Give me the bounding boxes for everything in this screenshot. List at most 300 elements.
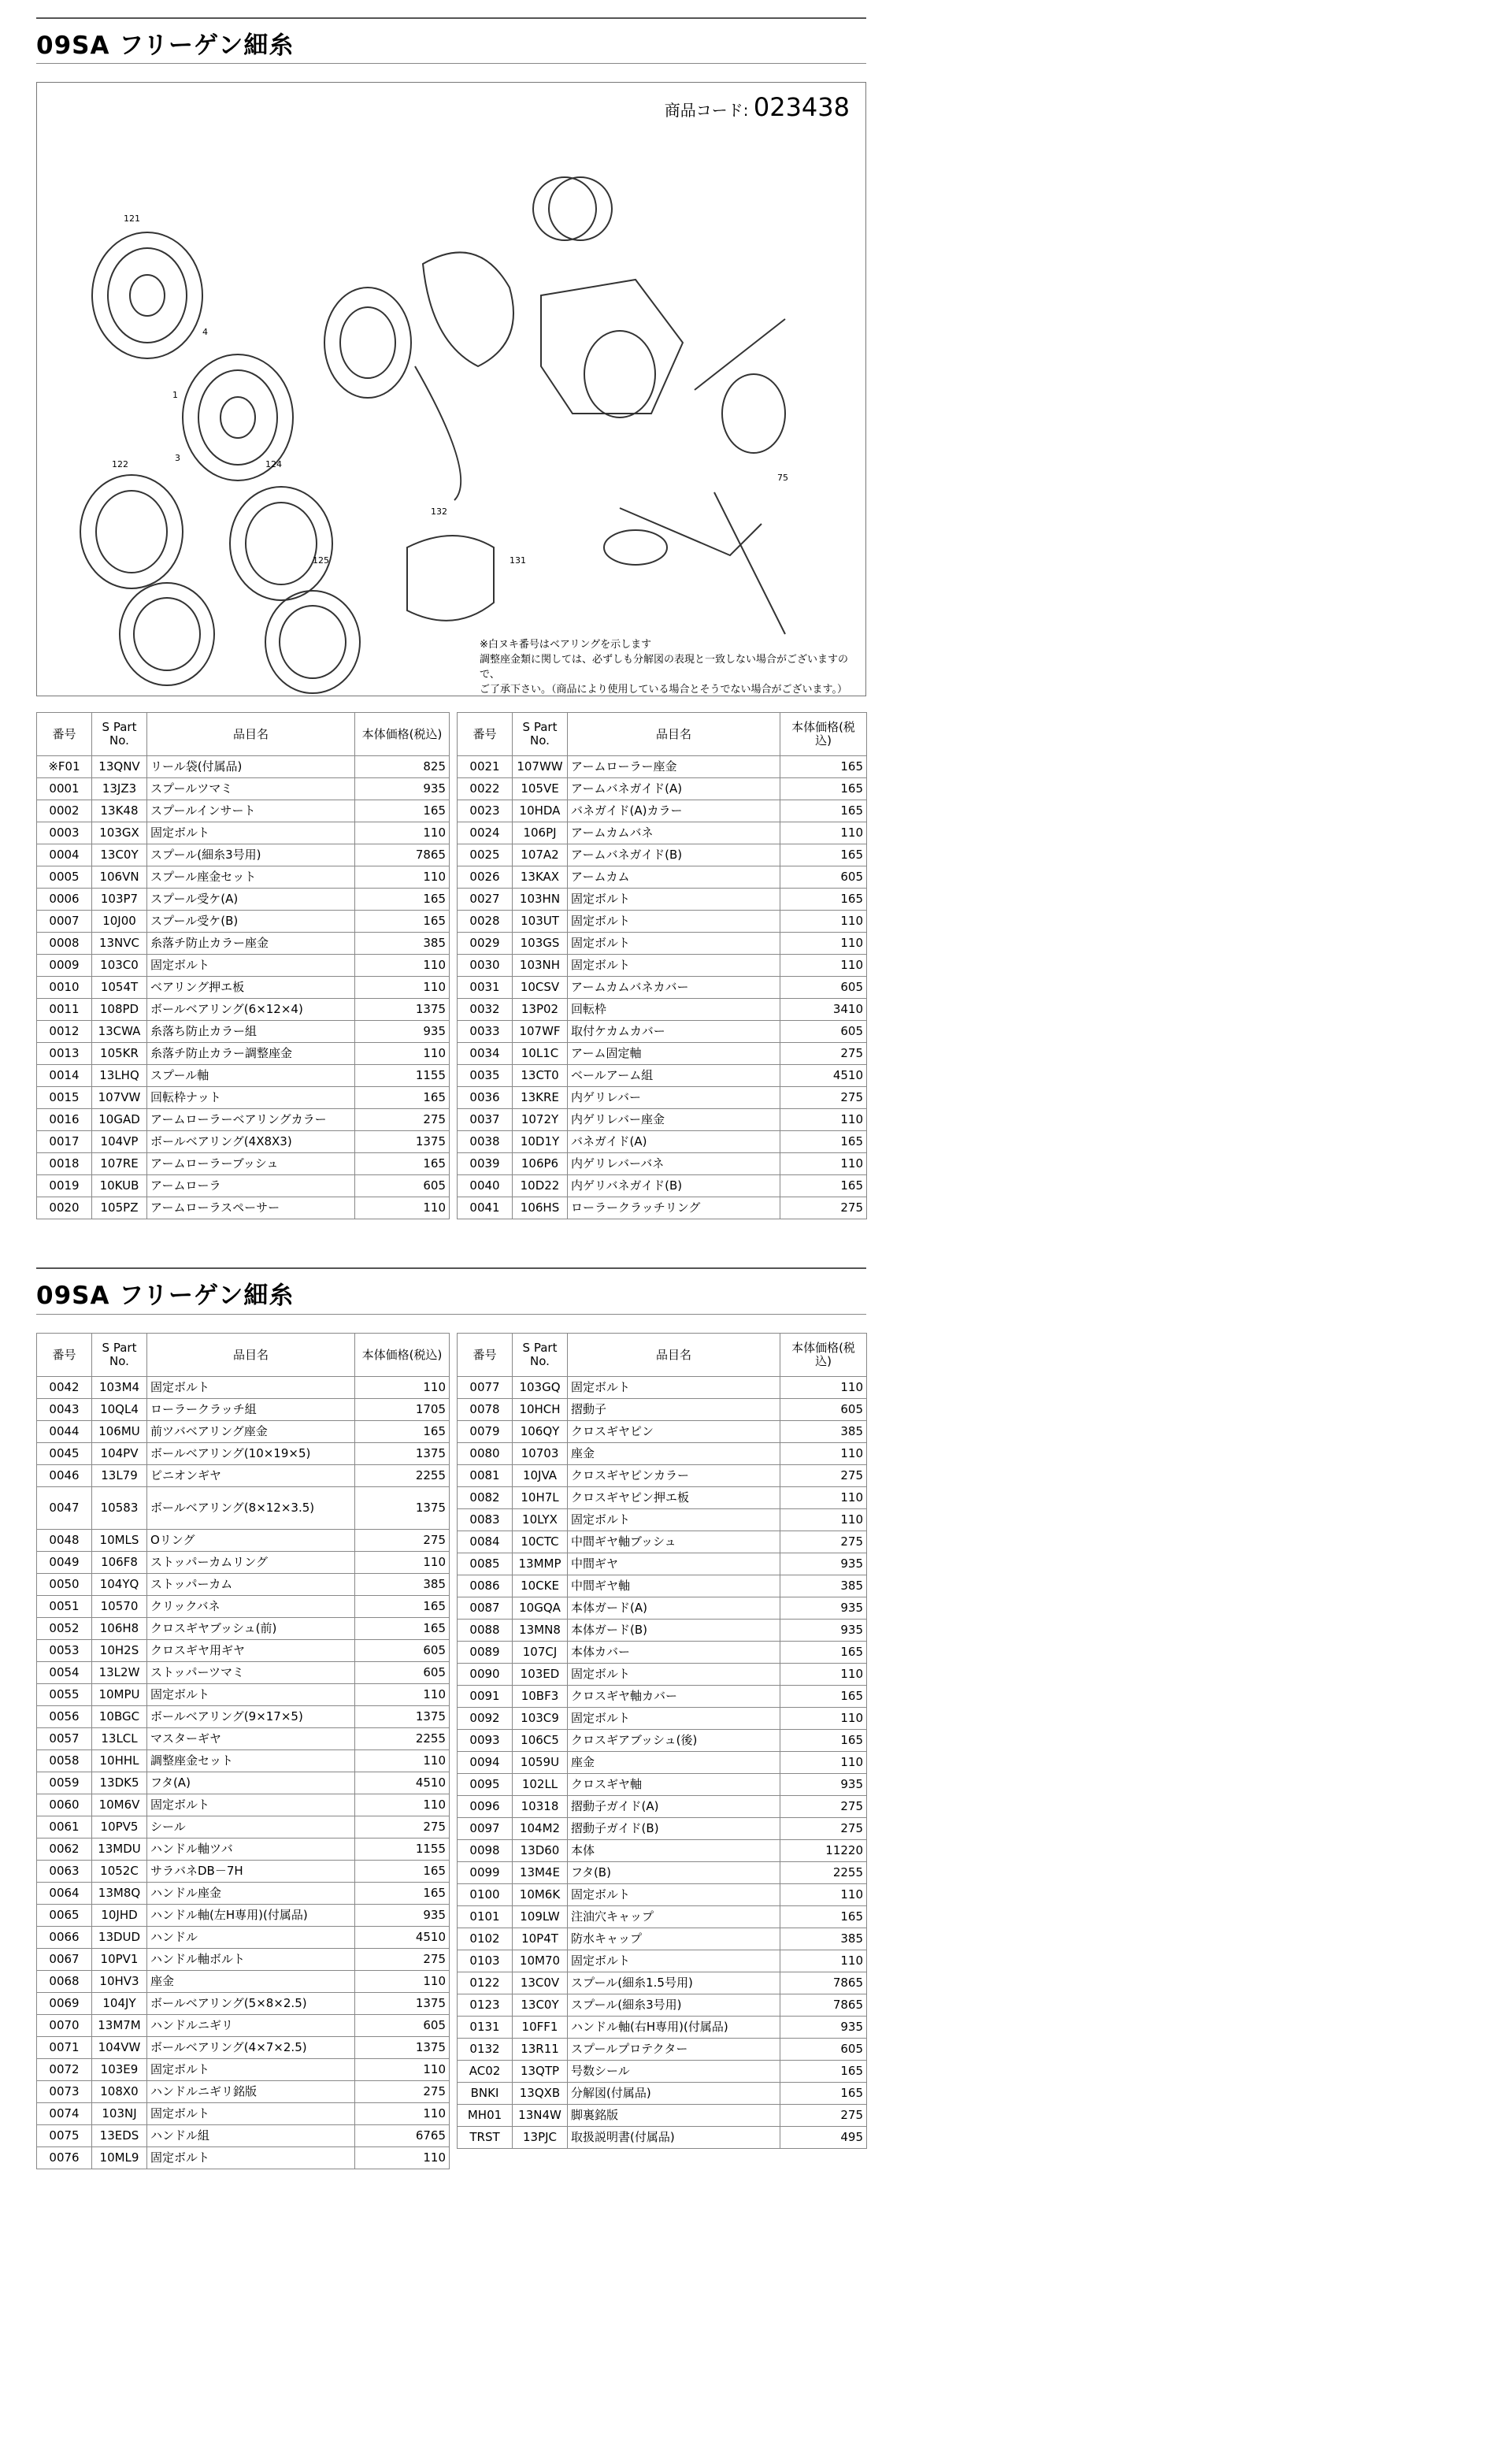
- row-item-name: ボールベアリング(4X8X3): [147, 1131, 355, 1153]
- row-number: 0025: [458, 844, 513, 866]
- row-part-no: 13M8Q: [92, 1883, 147, 1905]
- row-number: 0011: [37, 999, 92, 1021]
- callout-125: 125: [313, 555, 329, 566]
- row-number: 0059: [37, 1772, 92, 1794]
- row-price: 110: [355, 1684, 450, 1706]
- row-part-no: 10HV3: [92, 1971, 147, 1993]
- row-item-name: ベアリング押エ板: [147, 977, 355, 999]
- parts-illustration: [37, 83, 864, 694]
- row-part-no: 10CSV: [513, 977, 568, 999]
- row-number: 0082: [458, 1487, 513, 1509]
- row-item-name: ローラークラッチリング: [568, 1197, 780, 1219]
- row-price: 1375: [355, 2037, 450, 2059]
- row-part-no: 10BF3: [513, 1686, 568, 1708]
- row-item-name: 取付ケカムカバー: [568, 1021, 780, 1043]
- row-price: 165: [780, 844, 867, 866]
- row-item-name: 固定ボルト: [568, 1708, 780, 1730]
- table-row: [458, 2039, 867, 2061]
- row-price: 110: [355, 1794, 450, 1816]
- row-number: 0081: [458, 1465, 513, 1487]
- col-header-name: 品目名: [568, 1334, 780, 1377]
- row-price: 275: [780, 2105, 867, 2127]
- row-part-no: 13KRE: [513, 1087, 568, 1109]
- table-row: [458, 999, 867, 1021]
- row-price: 2255: [355, 1465, 450, 1487]
- row-price: 165: [780, 1906, 867, 1928]
- row-part-no: 13K48: [92, 800, 147, 822]
- table-row: [458, 2017, 867, 2039]
- row-price: 1375: [355, 1993, 450, 2015]
- row-part-no: 13PJC: [513, 2127, 568, 2149]
- table-row: [37, 2059, 450, 2081]
- row-part-no: 104PV: [92, 1443, 147, 1465]
- row-part-no: 10P4T: [513, 1928, 568, 1950]
- table-row: [37, 1197, 450, 1219]
- table-row: [37, 1750, 450, 1772]
- row-price: 275: [780, 1087, 867, 1109]
- row-number: 0122: [458, 1972, 513, 1994]
- row-part-no: 10HHL: [92, 1750, 147, 1772]
- row-part-no: 13M7M: [92, 2015, 147, 2037]
- row-number: 0018: [37, 1153, 92, 1175]
- row-price: 110: [355, 1197, 450, 1219]
- row-item-name: クロスギヤピンカラー: [568, 1465, 780, 1487]
- table-row: [37, 1618, 450, 1640]
- row-price: 165: [355, 911, 450, 933]
- row-part-no: 106VN: [92, 866, 147, 889]
- row-number: 0095: [458, 1774, 513, 1796]
- row-number: 0032: [458, 999, 513, 1021]
- row-price: 935: [355, 1905, 450, 1927]
- row-part-no: 13CT0: [513, 1065, 568, 1087]
- row-price: 6765: [355, 2125, 450, 2147]
- row-number: 0034: [458, 1043, 513, 1065]
- row-item-name: フタ(B): [568, 1862, 780, 1884]
- table-row: [458, 1818, 867, 1840]
- row-number: 0103: [458, 1950, 513, 1972]
- row-item-name: 中間ギヤ: [568, 1553, 780, 1575]
- table-row: [458, 1399, 867, 1421]
- table-row: [458, 1465, 867, 1487]
- table-row: [37, 1443, 450, 1465]
- row-part-no: 104JY: [92, 1993, 147, 2015]
- row-part-no: 103GS: [513, 933, 568, 955]
- row-price: 110: [780, 1752, 867, 1774]
- row-part-no: 13MN8: [513, 1620, 568, 1642]
- table-row: [37, 1065, 450, 1087]
- row-price: 165: [780, 2061, 867, 2083]
- table-row: [458, 1906, 867, 1928]
- table-row: [37, 1839, 450, 1861]
- table-row: [37, 1640, 450, 1662]
- row-item-name: ストッパーカム: [147, 1574, 355, 1596]
- row-item-name: リール袋(付属品): [147, 756, 355, 778]
- row-item-name: 座金: [147, 1971, 355, 1993]
- row-number: 0061: [37, 1816, 92, 1839]
- row-item-name: シール: [147, 1816, 355, 1839]
- row-price: 7865: [355, 844, 450, 866]
- row-price: 385: [355, 1574, 450, 1596]
- table-row: [458, 1021, 867, 1043]
- row-number: 0097: [458, 1818, 513, 1840]
- row-item-name: 中間ギヤ軸: [568, 1575, 780, 1597]
- row-item-name: ボールベアリング(6×12×4): [147, 999, 355, 1021]
- row-part-no: 10MPU: [92, 1684, 147, 1706]
- row-item-name: スプールプロテクター: [568, 2039, 780, 2061]
- table-row: [458, 1087, 867, 1109]
- row-item-name: ボールベアリング(4×7×2.5): [147, 2037, 355, 2059]
- row-part-no: 107A2: [513, 844, 568, 866]
- row-item-name: マスターギヤ: [147, 1728, 355, 1750]
- row-price: 1375: [355, 1487, 450, 1530]
- row-item-name: アームカムバネカバー: [568, 977, 780, 999]
- row-price: 110: [780, 1509, 867, 1531]
- row-part-no: 10CKE: [513, 1575, 568, 1597]
- row-number: 0022: [458, 778, 513, 800]
- row-item-name: 固定ボルト: [568, 1509, 780, 1531]
- col-header-part: S Part No.: [92, 713, 147, 756]
- row-item-name: ハンドルニギリ: [147, 2015, 355, 2037]
- row-item-name: 本体ガード(B): [568, 1620, 780, 1642]
- row-number: 0045: [37, 1443, 92, 1465]
- row-number: 0031: [458, 977, 513, 999]
- row-item-name: 糸落ち防止カラー組: [147, 1021, 355, 1043]
- row-number: 0084: [458, 1531, 513, 1553]
- row-item-name: スプール受ケ(B): [147, 911, 355, 933]
- row-part-no: 13C0Y: [92, 844, 147, 866]
- row-number: 0051: [37, 1596, 92, 1618]
- row-number: 0086: [458, 1575, 513, 1597]
- row-price: 275: [780, 1531, 867, 1553]
- row-part-no: 13LCL: [92, 1728, 147, 1750]
- row-item-name: クロスギヤ軸: [568, 1774, 780, 1796]
- row-part-no: 13D60: [513, 1840, 568, 1862]
- row-number: 0003: [37, 822, 92, 844]
- row-item-name: アームカム: [568, 866, 780, 889]
- row-number: 0020: [37, 1197, 92, 1219]
- row-item-name: ハンドル軸ボルト: [147, 1949, 355, 1971]
- row-price: 165: [355, 1883, 450, 1905]
- row-number: 0070: [37, 2015, 92, 2037]
- row-item-name: クリックバネ: [147, 1596, 355, 1618]
- table-row: [458, 1796, 867, 1818]
- row-part-no: 1072Y: [513, 1109, 568, 1131]
- row-item-name: 固定ボルト: [568, 911, 780, 933]
- row-part-no: 13JZ3: [92, 778, 147, 800]
- row-item-name: 本体ガード(A): [568, 1597, 780, 1620]
- table-row: [37, 2037, 450, 2059]
- row-price: 110: [780, 1377, 867, 1399]
- row-price: 165: [780, 2083, 867, 2105]
- row-part-no: 13R11: [513, 2039, 568, 2061]
- row-price: 110: [355, 1971, 450, 1993]
- row-price: 110: [355, 1750, 450, 1772]
- row-number: 0072: [37, 2059, 92, 2081]
- row-item-name: サラバネDB－7H: [147, 1861, 355, 1883]
- row-item-name: 中間ギヤ軸ブッシュ: [568, 1531, 780, 1553]
- row-part-no: 105VE: [513, 778, 568, 800]
- row-number: 0056: [37, 1706, 92, 1728]
- row-number: 0053: [37, 1640, 92, 1662]
- exploded-diagram: [36, 82, 866, 696]
- table-row: [458, 2061, 867, 2083]
- row-part-no: 13C0V: [513, 1972, 568, 1994]
- row-part-no: 13L79: [92, 1465, 147, 1487]
- table-row: [458, 1575, 867, 1597]
- row-part-no: 105KR: [92, 1043, 147, 1065]
- row-number: 0028: [458, 911, 513, 933]
- col-header-no: 番号: [458, 1334, 513, 1377]
- row-price: 935: [780, 2017, 867, 2039]
- table-row: [458, 1487, 867, 1509]
- row-number: 0085: [458, 1553, 513, 1575]
- row-part-no: 10H7L: [513, 1487, 568, 1509]
- table-row: [37, 800, 450, 822]
- table-row: [37, 822, 450, 844]
- row-number: 0027: [458, 889, 513, 911]
- row-price: 4510: [355, 1772, 450, 1794]
- callout-132: 132: [431, 506, 447, 517]
- table-row: [458, 1642, 867, 1664]
- row-part-no: 10D1Y: [513, 1131, 568, 1153]
- table-row: [458, 1862, 867, 1884]
- table-row: [458, 1664, 867, 1686]
- row-part-no: 13DUD: [92, 1927, 147, 1949]
- row-item-name: アームバネガイド(A): [568, 778, 780, 800]
- row-part-no: 103UT: [513, 911, 568, 933]
- table-row: [37, 1706, 450, 1728]
- table-row: [37, 1087, 450, 1109]
- row-number: 0092: [458, 1708, 513, 1730]
- legend-line: ※白ヌキ番号はベアリングを示します: [480, 639, 652, 651]
- table-row: [458, 1950, 867, 1972]
- row-part-no: 13EDS: [92, 2125, 147, 2147]
- row-price: 110: [780, 1443, 867, 1465]
- row-number: 0099: [458, 1862, 513, 1884]
- table-row: [37, 1421, 450, 1443]
- row-number: 0064: [37, 1883, 92, 1905]
- row-price: 275: [355, 1530, 450, 1552]
- row-number: 0058: [37, 1750, 92, 1772]
- table-row: [458, 1131, 867, 1153]
- row-number: 0006: [37, 889, 92, 911]
- col-header-price: 本体価格(税込): [355, 1334, 450, 1377]
- table-row: [37, 1175, 450, 1197]
- row-item-name: クロスギヤピン: [568, 1421, 780, 1443]
- row-part-no: 10QL4: [92, 1399, 147, 1421]
- table-row: [458, 1686, 867, 1708]
- row-item-name: ハンドル軸ツバ: [147, 1839, 355, 1861]
- row-price: 165: [355, 889, 450, 911]
- table-row: [37, 1927, 450, 1949]
- row-item-name: 摺動子: [568, 1399, 780, 1421]
- row-item-name: クロスギヤ用ギヤ: [147, 1640, 355, 1662]
- row-part-no: 13N4W: [513, 2105, 568, 2127]
- row-part-no: 10J00: [92, 911, 147, 933]
- row-part-no: 108X0: [92, 2081, 147, 2103]
- row-item-name: スプール(細糸1.5号用): [568, 1972, 780, 1994]
- row-price: 165: [355, 1861, 450, 1883]
- table-row: [37, 2125, 450, 2147]
- col-header-part: S Part No.: [513, 713, 568, 756]
- row-item-name: ハンドル: [147, 1927, 355, 1949]
- row-part-no: 107RE: [92, 1153, 147, 1175]
- table-row: [37, 778, 450, 800]
- col-header-price: 本体価格(税込): [355, 713, 450, 756]
- row-price: 275: [355, 1816, 450, 1839]
- row-part-no: 10KUB: [92, 1175, 147, 1197]
- table-row: [458, 1197, 867, 1219]
- table-row: [458, 2105, 867, 2127]
- row-price: 275: [780, 1465, 867, 1487]
- row-price: 110: [780, 1884, 867, 1906]
- row-number: 0030: [458, 955, 513, 977]
- row-item-name: 防水キャップ: [568, 1928, 780, 1950]
- row-number: 0078: [458, 1399, 513, 1421]
- row-number: 0001: [37, 778, 92, 800]
- col-header-name: 品目名: [568, 713, 780, 756]
- table-row: [37, 2081, 450, 2103]
- table-row: [37, 1131, 450, 1153]
- row-item-name: スプール受ケ(A): [147, 889, 355, 911]
- row-number: 0007: [37, 911, 92, 933]
- table-row: [37, 2015, 450, 2037]
- col-header-part: S Part No.: [92, 1334, 147, 1377]
- row-part-no: 107WW: [513, 756, 568, 778]
- row-part-no: 10HDA: [513, 800, 568, 822]
- row-price: 165: [780, 1175, 867, 1197]
- row-number: 0013: [37, 1043, 92, 1065]
- table-row: [458, 800, 867, 822]
- row-price: 275: [780, 1043, 867, 1065]
- table-row: [37, 1662, 450, 1684]
- table-row: [37, 1949, 450, 1971]
- table-row: [37, 999, 450, 1021]
- row-part-no: 103C9: [513, 1708, 568, 1730]
- row-part-no: 10MLS: [92, 1530, 147, 1552]
- row-price: 605: [780, 977, 867, 999]
- row-number: 0046: [37, 1465, 92, 1487]
- row-part-no: 13CWA: [92, 1021, 147, 1043]
- table-row: [458, 977, 867, 999]
- table-row: [37, 1905, 450, 1927]
- row-part-no: 103C0: [92, 955, 147, 977]
- row-price: 275: [780, 1796, 867, 1818]
- table-row: [458, 1774, 867, 1796]
- row-number: 0101: [458, 1906, 513, 1928]
- row-item-name: 摺動子ガイド(A): [568, 1796, 780, 1818]
- row-price: 110: [355, 866, 450, 889]
- row-part-no: 10GQA: [513, 1597, 568, 1620]
- table-row: [458, 778, 867, 800]
- row-item-name: 固定ボルト: [147, 2103, 355, 2125]
- table-row: [458, 1928, 867, 1950]
- page2-top-rule: [36, 1267, 866, 1269]
- row-item-name: クロスギヤ軸カバー: [568, 1686, 780, 1708]
- row-part-no: 106QY: [513, 1421, 568, 1443]
- row-price: 1375: [355, 1443, 450, 1465]
- row-number: 0014: [37, 1065, 92, 1087]
- row-number: 0087: [458, 1597, 513, 1620]
- row-part-no: 13NVC: [92, 933, 147, 955]
- row-price: 935: [780, 1597, 867, 1620]
- row-item-name: アームローラ: [147, 1175, 355, 1197]
- table-row: [458, 1421, 867, 1443]
- row-price: 165: [780, 756, 867, 778]
- row-item-name: 固定ボルト: [568, 1664, 780, 1686]
- table-row: [458, 1752, 867, 1774]
- table-row: [37, 1816, 450, 1839]
- col-header-price: 本体価格(税込): [780, 713, 867, 756]
- row-part-no: 10PV5: [92, 1816, 147, 1839]
- row-number: 0083: [458, 1509, 513, 1531]
- table-row: [37, 844, 450, 866]
- row-price: 110: [355, 977, 450, 999]
- table-row: [37, 1021, 450, 1043]
- table-row: [458, 2127, 867, 2149]
- row-part-no: 10PV1: [92, 1949, 147, 1971]
- table-row: [458, 1509, 867, 1531]
- row-item-name: ボールベアリング(9×17×5): [147, 1706, 355, 1728]
- row-price: 7865: [780, 1972, 867, 1994]
- callout-122: 122: [112, 459, 128, 469]
- row-item-name: 固定ボルト: [568, 933, 780, 955]
- callout-124: 124: [265, 459, 282, 469]
- row-price: 275: [355, 1109, 450, 1131]
- row-item-name: 取扱説明書(付属品): [568, 2127, 780, 2149]
- row-price: 605: [780, 866, 867, 889]
- row-number: 0012: [37, 1021, 92, 1043]
- row-number: 0098: [458, 1840, 513, 1862]
- table-row: [37, 1043, 450, 1065]
- row-part-no: 10BGC: [92, 1706, 147, 1728]
- row-part-no: 13L2W: [92, 1662, 147, 1684]
- row-number: 0040: [458, 1175, 513, 1197]
- row-part-no: 107CJ: [513, 1642, 568, 1664]
- table-row: [37, 955, 450, 977]
- table-row: [458, 844, 867, 866]
- row-price: 165: [780, 1642, 867, 1664]
- table-row: [37, 977, 450, 999]
- row-price: 605: [780, 2039, 867, 2061]
- table-row: [458, 1175, 867, 1197]
- row-item-name: ハンドル軸(右H専用)(付属品): [568, 2017, 780, 2039]
- row-part-no: 104YQ: [92, 1574, 147, 1596]
- row-number: 0069: [37, 1993, 92, 2015]
- row-number: 0080: [458, 1443, 513, 1465]
- row-price: 1155: [355, 1839, 450, 1861]
- row-price: 110: [355, 1377, 450, 1399]
- row-item-name: 固定ボルト: [147, 2147, 355, 2169]
- row-price: 11220: [780, 1840, 867, 1862]
- table-row: [37, 933, 450, 955]
- row-part-no: 13QXB: [513, 2083, 568, 2105]
- table-row: [37, 1109, 450, 1131]
- row-item-name: スプール軸: [147, 1065, 355, 1087]
- row-number: 0043: [37, 1399, 92, 1421]
- row-item-name: 分解図(付属品): [568, 2083, 780, 2105]
- row-price: 7865: [780, 1994, 867, 2017]
- table-row: [458, 1730, 867, 1752]
- row-price: 385: [780, 1421, 867, 1443]
- row-item-name: 内ゲリレバー: [568, 1087, 780, 1109]
- row-part-no: 103P7: [92, 889, 147, 911]
- row-part-no: 107VW: [92, 1087, 147, 1109]
- row-price: 4510: [355, 1927, 450, 1949]
- row-number: 0054: [37, 1662, 92, 1684]
- row-price: 165: [355, 1618, 450, 1640]
- row-part-no: 13DK5: [92, 1772, 147, 1794]
